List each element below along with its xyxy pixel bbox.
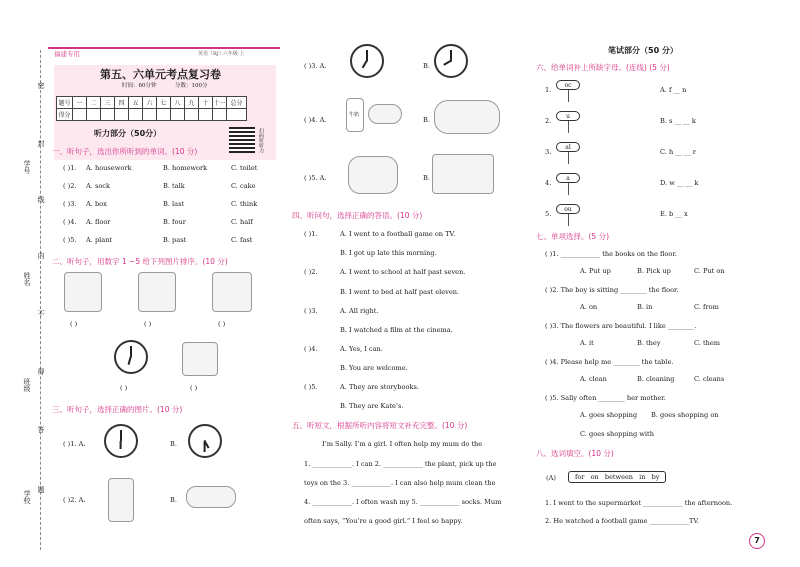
s7-opt: B. cleaning: [637, 375, 675, 383]
s6-num: 4.: [545, 179, 552, 187]
s8-line[interactable]: 1. I went to the supermarket ____________ the afternoon.: [545, 499, 733, 507]
s3-opt-b[interactable]: B.: [170, 440, 177, 448]
page-number: 7: [749, 533, 765, 549]
q5-num[interactable]: ( )5. A.: [304, 174, 327, 182]
girl-sleepy-picture: [348, 156, 398, 194]
score-cell: 九: [185, 97, 199, 109]
s7-opt: A. Put up: [580, 267, 611, 275]
s2-blank[interactable]: ( ): [120, 384, 128, 392]
s2-blank[interactable]: ( ): [190, 384, 198, 392]
s5-line[interactable]: toys on the 3. ____________. I can also help mum clean the: [304, 479, 496, 487]
girl-door-picture: [212, 272, 252, 312]
leaf-tag: oc: [556, 80, 580, 90]
s7-opt: C. goes shopping with: [580, 430, 654, 438]
score-cell: 十一: [213, 97, 227, 109]
score-cell: 三: [101, 97, 115, 109]
written-title: 笔试部分（50 分）: [608, 46, 678, 55]
s6-num: 3.: [545, 148, 552, 156]
s1-opt: B. past: [163, 236, 187, 244]
s7-opt: C. from: [694, 303, 719, 311]
s7-question[interactable]: ( )1. ____________ the books on the floor.: [545, 250, 677, 258]
margin-nei: 内: [37, 252, 45, 259]
q3-num[interactable]: ( )3. A.: [304, 62, 327, 70]
s7-opt: C. Put on: [694, 267, 725, 275]
girl-in-bed-picture: [432, 154, 494, 194]
s2-blank[interactable]: ( ): [144, 320, 152, 328]
bread-picture: [368, 104, 402, 124]
score-cell[interactable]: [143, 109, 157, 121]
score-cell: 总分: [227, 97, 247, 109]
s7-title: 七、单项选择。(5 分): [536, 232, 610, 241]
clock-icon: [434, 44, 468, 78]
clock-icon: [188, 424, 222, 458]
s7-opt: C. them: [694, 339, 721, 347]
leaf-stem: [568, 121, 569, 133]
s8-line[interactable]: 2. He watched a football game ____________TV.: [545, 517, 700, 525]
q5-opt-b[interactable]: B.: [423, 174, 430, 182]
qr-caption: 扫码听听力: [258, 128, 264, 153]
margin-xingming: 姓名: [23, 272, 31, 286]
s7-opt: B. they: [637, 339, 661, 347]
s1-opt: A. housework: [86, 164, 132, 172]
header-tag: 福建专用: [54, 50, 80, 58]
s4-opt-b: B. I watched a film at the cinema.: [340, 326, 453, 334]
exam-time: 时间：60分钟: [122, 83, 157, 89]
s7-question[interactable]: ( )3. The flowers are beautiful. I like ________.: [545, 322, 697, 330]
leaf-tag: ou: [556, 204, 580, 214]
score-cell: 六: [143, 97, 157, 109]
clock-icon: [104, 424, 138, 458]
s4-opt-a: A. I went to a football game on TV.: [340, 230, 456, 238]
leaf-stem: [568, 152, 569, 164]
q3-opt-b[interactable]: B.: [423, 62, 430, 70]
s7-question[interactable]: ( )5. Sally often ________ her mother.: [545, 394, 666, 402]
margin-bu: 不: [37, 310, 45, 317]
q4-opt-b[interactable]: B.: [423, 116, 430, 124]
score-cell[interactable]: [227, 109, 247, 121]
noodles-eggs-picture: [434, 100, 500, 134]
s2-blank[interactable]: ( ): [218, 320, 226, 328]
score-cell[interactable]: [73, 109, 87, 121]
margin-da: 答: [37, 426, 45, 433]
score-cell[interactable]: [129, 109, 143, 121]
s5-line[interactable]: 1. ____________. I can 2. ____________ the plant, pick up the: [304, 460, 497, 468]
s5-line[interactable]: 4. ____________. I often wash my 5. ____________ socks. Mum: [304, 498, 502, 506]
table-picture: [182, 342, 218, 376]
margin-de: 得: [37, 368, 45, 375]
s7-opt: B. in: [637, 303, 653, 311]
s4-opt-b: B. They are Kate’s.: [340, 402, 404, 410]
s2-blank[interactable]: ( ): [70, 320, 78, 328]
s4-opt-a: A. All right.: [340, 307, 379, 315]
s1-num[interactable]: ( )4.: [63, 218, 77, 226]
s6-word[interactable]: C. h __ __ r: [660, 148, 696, 156]
s4-opt-a: A. They are storybooks.: [340, 383, 419, 391]
leaf-stem: [568, 214, 569, 226]
score-cell: 五: [129, 97, 143, 109]
margin-feng: 封: [37, 140, 45, 147]
s1-opt: C. toilet: [231, 164, 258, 172]
s4-opt-b: B. I went to bed at half past eleven.: [340, 288, 460, 296]
score-cell: 七: [157, 97, 171, 109]
s1-opt: C. cake: [231, 182, 256, 190]
s8-title: 八、选词填空。(10 分): [536, 449, 614, 458]
score-cell[interactable]: [115, 109, 129, 121]
s5-line: often says, “You’re a good girl.” I feel so happy.: [304, 517, 463, 525]
s1-num[interactable]: ( )3.: [63, 200, 77, 208]
s1-opt: A. box: [86, 200, 107, 208]
s1-title: 一、听句子，选出你所听到的单词。(10 分): [52, 147, 198, 156]
margin-mi: 密: [37, 82, 45, 89]
score-cell[interactable]: [199, 109, 213, 121]
s5-title: 五、听短文，根据所听内容将短文补充完整。(10 分): [292, 421, 468, 430]
s5-line: I’m Sally. I’m a girl. I often help my mum do the: [322, 440, 483, 448]
score-cell: 二: [87, 97, 101, 109]
walking-boy-picture: [108, 478, 134, 522]
s4-num[interactable]: ( )5.: [304, 383, 318, 391]
leaf-tag: a: [556, 173, 580, 183]
q4-num[interactable]: ( )4. A.: [304, 116, 327, 124]
s6-title: 六、给单词补上所缺字母。(连线) (5 分): [536, 63, 670, 72]
s1-opt: A. floor: [86, 218, 111, 226]
exam-score: 分数：100分: [175, 83, 208, 89]
score-cell[interactable]: [87, 109, 101, 121]
exam-title: 第五、六单元考点复习卷: [100, 68, 221, 81]
milk-carton-picture: [346, 98, 364, 132]
milk-label: 牛奶: [349, 112, 360, 118]
s4-opt-b: B. I got up late this morning.: [340, 249, 437, 257]
margin-xuexiao: 学校: [23, 490, 31, 504]
clock-icon: [114, 340, 148, 374]
score-cell: 八: [171, 97, 185, 109]
leaf-tag: al: [556, 142, 580, 152]
s4-opt-a: A. I went to school at half past seven.: [340, 268, 466, 276]
s1-num[interactable]: ( )2.: [63, 182, 77, 190]
score-cell[interactable]: [171, 109, 185, 121]
s7-question[interactable]: ( )2. The boy is sitting ________ the floor.: [545, 286, 679, 294]
s1-num[interactable]: ( )5.: [63, 236, 77, 244]
s6-word[interactable]: E. b __ x: [660, 210, 688, 218]
s7-opt: C. cleans: [694, 375, 725, 383]
car-picture: [186, 486, 236, 508]
s8-label: (A): [546, 474, 556, 482]
s1-opt: B. last: [163, 200, 185, 208]
s1-opt: C. half: [231, 218, 253, 226]
s7-opt: A. clean: [580, 375, 607, 383]
clock-icon: [350, 44, 384, 78]
score-cell: 十: [199, 97, 213, 109]
s1-opt: C. fast: [231, 236, 253, 244]
score-cell: 四: [115, 97, 129, 109]
s4-num[interactable]: ( )4.: [304, 345, 318, 353]
s6-num: 1.: [545, 86, 552, 94]
s7-opt: B. goes shopping on: [651, 411, 719, 419]
margin-xuehao: 学号: [23, 160, 31, 174]
margin-xian: 线: [37, 196, 45, 203]
s6-num: 5.: [545, 210, 552, 218]
qr-code-icon[interactable]: [229, 127, 255, 153]
s1-num[interactable]: ( )1.: [63, 164, 77, 172]
s6-word[interactable]: D. w __ __ k: [660, 179, 699, 187]
leaf-stem: [568, 90, 569, 102]
score-cell[interactable]: [157, 109, 171, 121]
s7-opt: A. goes shopping: [580, 411, 638, 419]
s7-opt: A. it: [580, 339, 594, 347]
s7-opt: B. Pick up: [637, 267, 671, 275]
s4-opt-b: B. You are welcome.: [340, 364, 408, 372]
s3-opt-b[interactable]: B.: [170, 496, 177, 504]
margin-ti: 题: [37, 486, 45, 493]
s3-num[interactable]: ( )2. A.: [63, 496, 86, 504]
score-cell[interactable]: [213, 109, 227, 121]
s4-num[interactable]: ( )2.: [304, 268, 318, 276]
s6-num: 2.: [545, 117, 552, 125]
cut-line: [40, 50, 41, 550]
leaf-tag: u: [556, 111, 580, 121]
boy-sitting-picture: [138, 272, 176, 312]
word-bank: for on between in by: [568, 471, 666, 483]
leaf-stem: [568, 183, 569, 195]
s6-word[interactable]: A. f __ n: [660, 86, 687, 94]
score-cell: 一: [73, 97, 87, 109]
s2-title: 二、听句子，用数字 1 ~5 给下列图片排序。(10 分): [52, 257, 228, 266]
s7-question[interactable]: ( )4. Please help me ________ the table.: [545, 358, 674, 366]
s6-word[interactable]: B. s __ __ k: [660, 117, 696, 125]
score-cell[interactable]: [185, 109, 199, 121]
score-cell[interactable]: [101, 109, 115, 121]
score-cell: 题号: [57, 97, 73, 109]
score-cell: 得分: [57, 109, 73, 121]
s4-title: 四、听问句，选择正确的答语。(10 分): [292, 211, 423, 220]
s1-opt: B. homework: [163, 164, 208, 172]
s1-opt: B. four: [163, 218, 186, 226]
s1-opt: A. plant: [86, 236, 113, 244]
margin-banji: 班级: [23, 378, 31, 392]
s1-opt: A. sock: [86, 182, 110, 190]
listening-title: 听力部分（50分）: [94, 129, 162, 138]
s4-opt-a: A. Yes, I can.: [340, 345, 383, 353]
s4-num[interactable]: ( )1.: [304, 230, 318, 238]
s1-opt: B. talk: [163, 182, 185, 190]
s3-title: 三、听句子，选择正确的图片。(10 分): [52, 405, 183, 414]
header-bar: [48, 47, 280, 61]
s1-opt: C. think: [231, 200, 258, 208]
toilet-cleaning-picture: [64, 272, 102, 312]
s7-opt: A. on: [580, 303, 598, 311]
s4-num[interactable]: ( )3.: [304, 307, 318, 315]
header-small: 英语（RJ）·六年级·上: [198, 51, 245, 57]
s3-num[interactable]: ( )1. A.: [63, 440, 86, 448]
score-table: [56, 96, 247, 121]
